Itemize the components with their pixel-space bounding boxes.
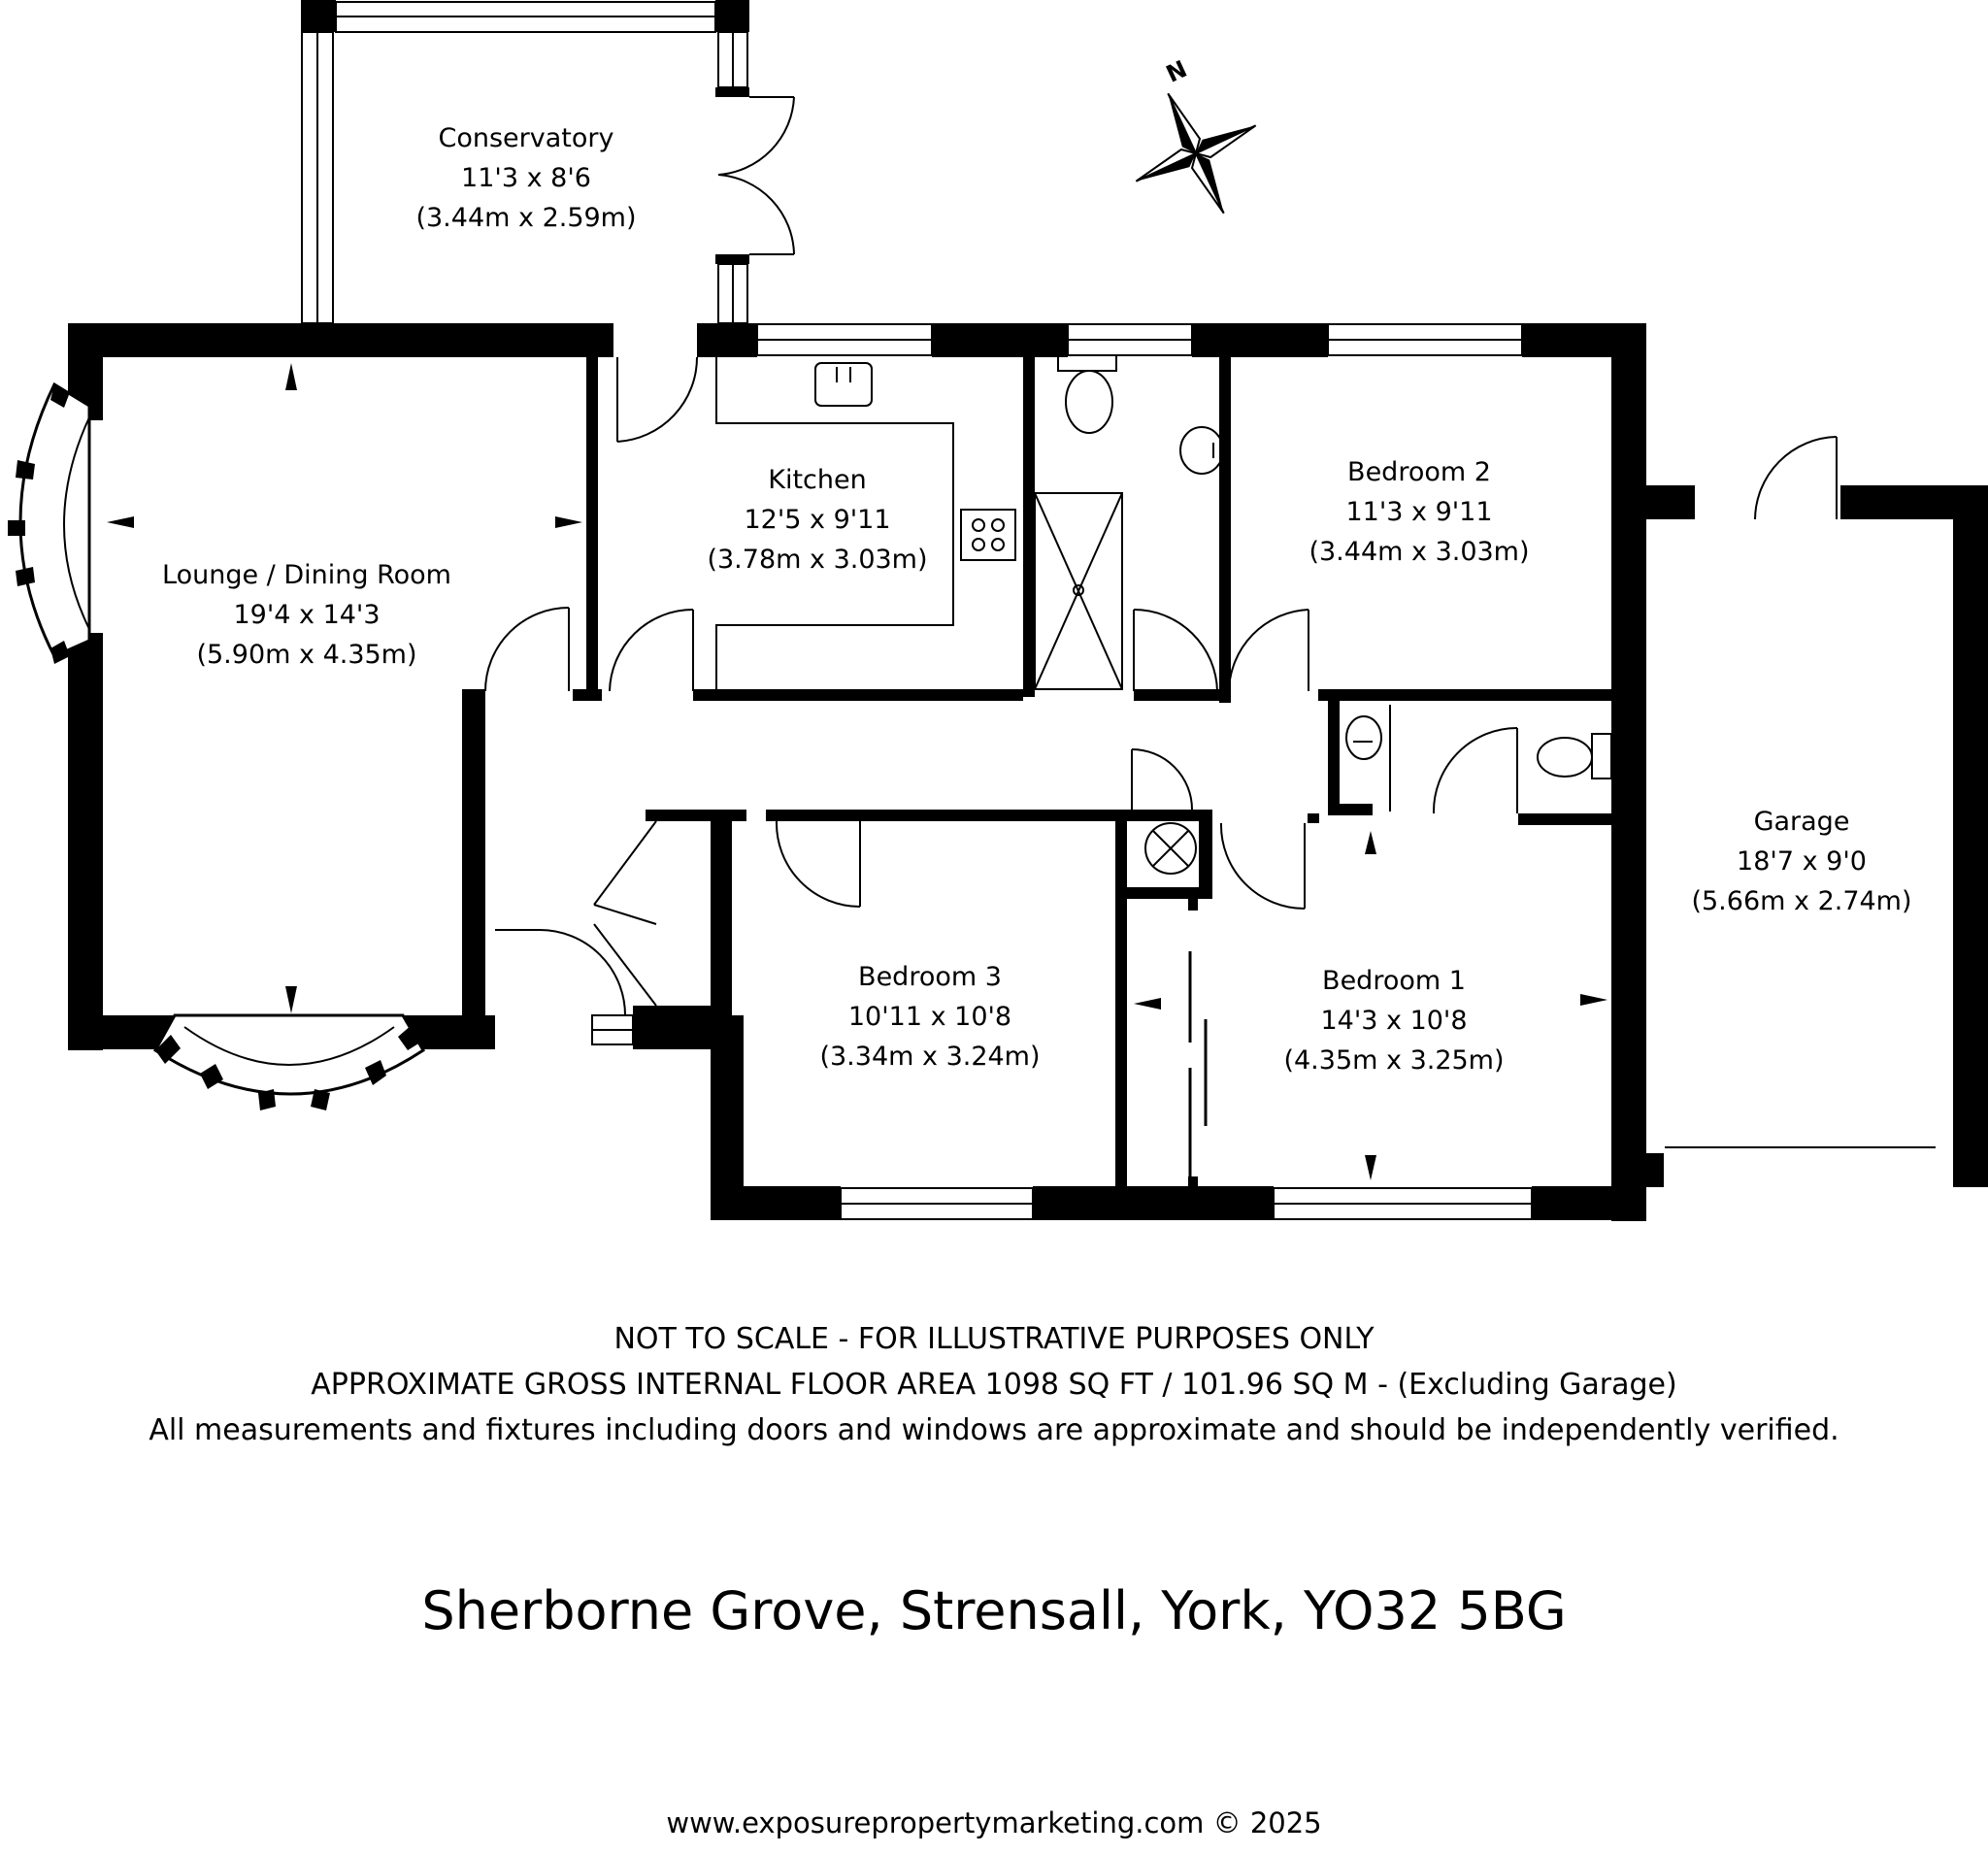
room-label-kitchen bbox=[672, 460, 963, 580]
room-imperial-size: 18'7 x 9'0 bbox=[1737, 846, 1867, 877]
garage-doors bbox=[1665, 437, 1936, 1147]
room-metric-size: (4.35m x 3.25m) bbox=[1283, 1045, 1505, 1076]
room-metric-size: (3.44m x 2.59m) bbox=[415, 203, 637, 233]
compass-rose-icon bbox=[1109, 55, 1284, 242]
room-name: Bedroom 3 bbox=[858, 962, 1002, 992]
room-imperial-size: 11'3 x 8'6 bbox=[461, 163, 591, 193]
room-name: Kitchen bbox=[768, 465, 867, 495]
room-label-garage bbox=[1656, 802, 1947, 921]
conservatory-french-doors bbox=[718, 97, 794, 254]
room-metric-size: (3.44m x 3.03m) bbox=[1309, 537, 1530, 567]
room-name: Bedroom 2 bbox=[1347, 457, 1491, 487]
property-address: Sherborne Grove, Strensall, York, YO32 5BG bbox=[421, 1580, 1567, 1641]
room-name: Lounge / Dining Room bbox=[162, 560, 451, 590]
website-credit: www.exposurepropertymarketing.com © 2025 bbox=[666, 1806, 1322, 1839]
compass-north-label: N bbox=[1162, 54, 1192, 88]
room-metric-size: (3.34m x 3.24m) bbox=[819, 1042, 1041, 1072]
left-bay-window bbox=[8, 384, 89, 664]
room-label-bedroom-1 bbox=[1248, 961, 1540, 1080]
disclaimer-line-2: APPROXIMATE GROSS INTERNAL FLOOR AREA 1098 SQ FT / 101.96 SQ M - (Excluding Garage) bbox=[311, 1368, 1677, 1402]
room-label-bedroom-2 bbox=[1274, 452, 1565, 572]
room-imperial-size: 19'4 x 14'3 bbox=[233, 600, 381, 630]
wardrobe-doors bbox=[1190, 951, 1206, 1178]
room-metric-size: (5.90m x 4.35m) bbox=[196, 640, 417, 670]
room-name: Garage bbox=[1753, 807, 1850, 837]
room-label-bedroom-3 bbox=[784, 957, 1076, 1077]
bathroom-fixtures bbox=[1035, 355, 1611, 874]
room-name: Conservatory bbox=[438, 123, 614, 153]
room-imperial-size: 11'3 x 9'11 bbox=[1345, 497, 1493, 527]
room-metric-size: (3.78m x 3.03m) bbox=[707, 545, 928, 575]
bottom-bay-window bbox=[155, 1015, 423, 1110]
room-metric-size: (5.66m x 2.74m) bbox=[1691, 886, 1912, 916]
room-label-conservatory bbox=[381, 118, 672, 238]
room-name: Bedroom 1 bbox=[1322, 966, 1466, 996]
room-label-lounge bbox=[142, 555, 472, 675]
room-imperial-size: 10'11 x 10'8 bbox=[847, 1002, 1012, 1032]
disclaimer-line-1: NOT TO SCALE - FOR ILLUSTRATIVE PURPOSES ONLY bbox=[613, 1322, 1375, 1356]
room-imperial-size: 14'3 x 10'8 bbox=[1320, 1006, 1468, 1036]
disclaimer-line-3: All measurements and fixtures including doors and windows are approximate and should be independently verified. bbox=[149, 1413, 1839, 1447]
room-imperial-size: 12'5 x 9'11 bbox=[744, 505, 891, 535]
